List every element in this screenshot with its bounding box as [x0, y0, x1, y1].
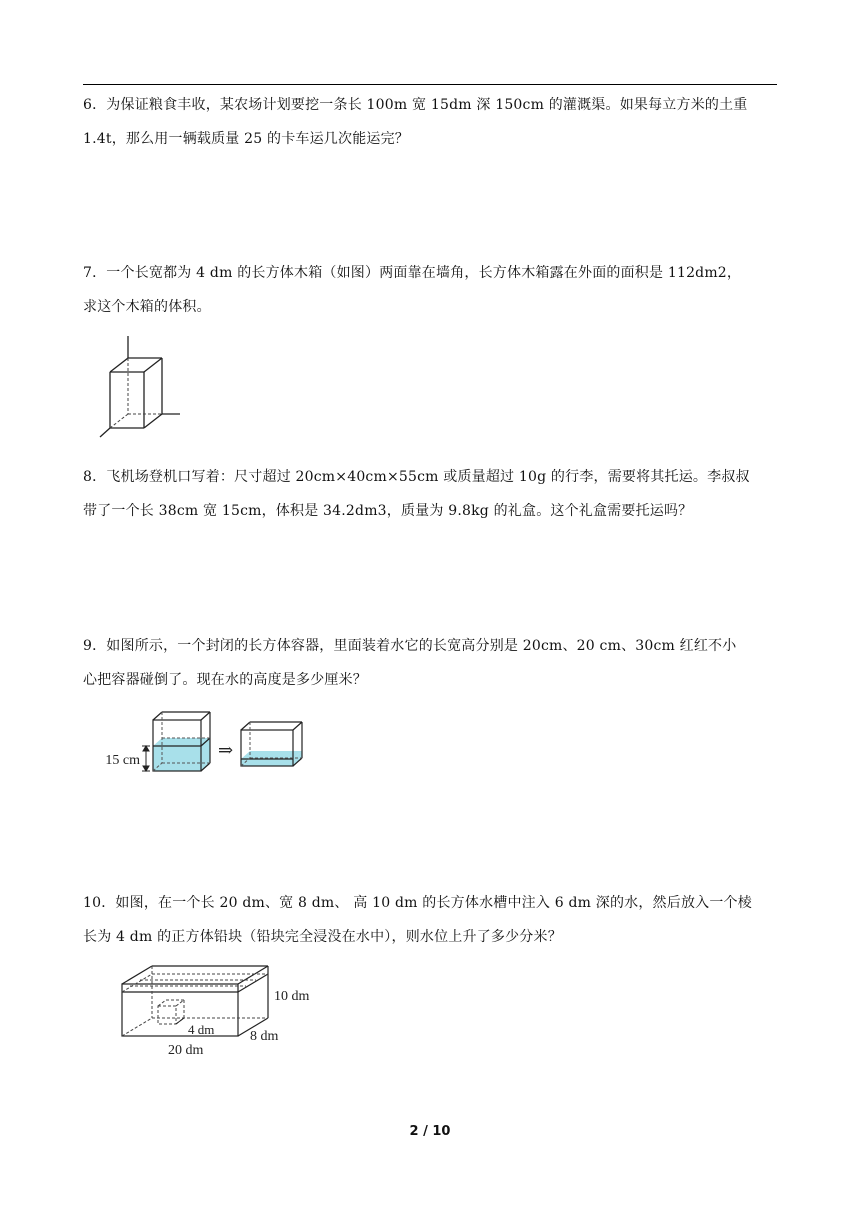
question-9	[83, 629, 777, 697]
question-9-line-1: 9．如图所示，一个封闭的长方体容器，里面装着水它的长宽高分别是 20cm、20 cm、30cm 红红不小	[83, 638, 737, 654]
question-7-line-2: 求这个木箱的体积。	[83, 299, 211, 315]
header-rule	[83, 84, 777, 85]
q7-box-in-corner-figure	[96, 336, 186, 442]
q9-height-label: 15 cm	[105, 753, 140, 768]
page-number: 2 / 10	[409, 1124, 451, 1139]
question-7	[83, 256, 777, 324]
question-10-line-1: 10．如图，在一个长 20 dm、宽 8 dm、 高 10 dm 的长方体水槽中注入 6 dm 深的水，然后放入一个棱	[83, 895, 752, 911]
q10-cube-label: 4 dm	[188, 1022, 215, 1037]
question-8	[83, 460, 777, 528]
q9-left-water-front	[153, 746, 201, 771]
q10-height-label: 10 dm	[274, 989, 310, 1004]
question-6-line-1: 6．为保证粮食丰收，某农场计划要挖一条长 100m 宽 15dm 深 150cm 的灌溉渠。如果每立方米的土重	[83, 97, 748, 113]
question-7-line-1: 7．一个长宽都为 4 dm 的长方体木箱（如图）两面靠在墙角，长方体木箱露在外面的面积是 112dm2，	[83, 265, 742, 281]
question-6-line-2: 1.4t，那么用一辆载质量 25 的卡车运几次能运完？	[83, 131, 410, 147]
question-6	[83, 88, 777, 156]
q10-water-tank-figure	[118, 962, 318, 1060]
q9-right-water-front	[241, 759, 293, 766]
question-8-line-2: 带了一个长 38cm 宽 15cm，体积是 34.2dm3，质量为 9.8kg 的礼盒。这个礼盒需要托运吗？	[83, 503, 693, 519]
q9-arrow: ⇒	[218, 740, 234, 760]
question-10	[83, 886, 777, 954]
q10-length-label: 20 dm	[168, 1043, 204, 1058]
question-9-line-2: 心把容器碰倒了。现在水的高度是多少厘米？	[83, 672, 367, 688]
question-8-line-1: 8．飞机场登机口写着：尺寸超过 20cm×40cm×55cm 或质量超过 10g 的行李，需要将其托运。李叔叔	[83, 469, 750, 485]
question-10-line-2: 长为 4 dm 的正方体铅块（铅块完全浸没在水中），则水位上升了多少分米？	[83, 929, 562, 945]
q10-width-label: 8 dm	[250, 1029, 279, 1044]
q9-container-figure	[105, 708, 335, 778]
